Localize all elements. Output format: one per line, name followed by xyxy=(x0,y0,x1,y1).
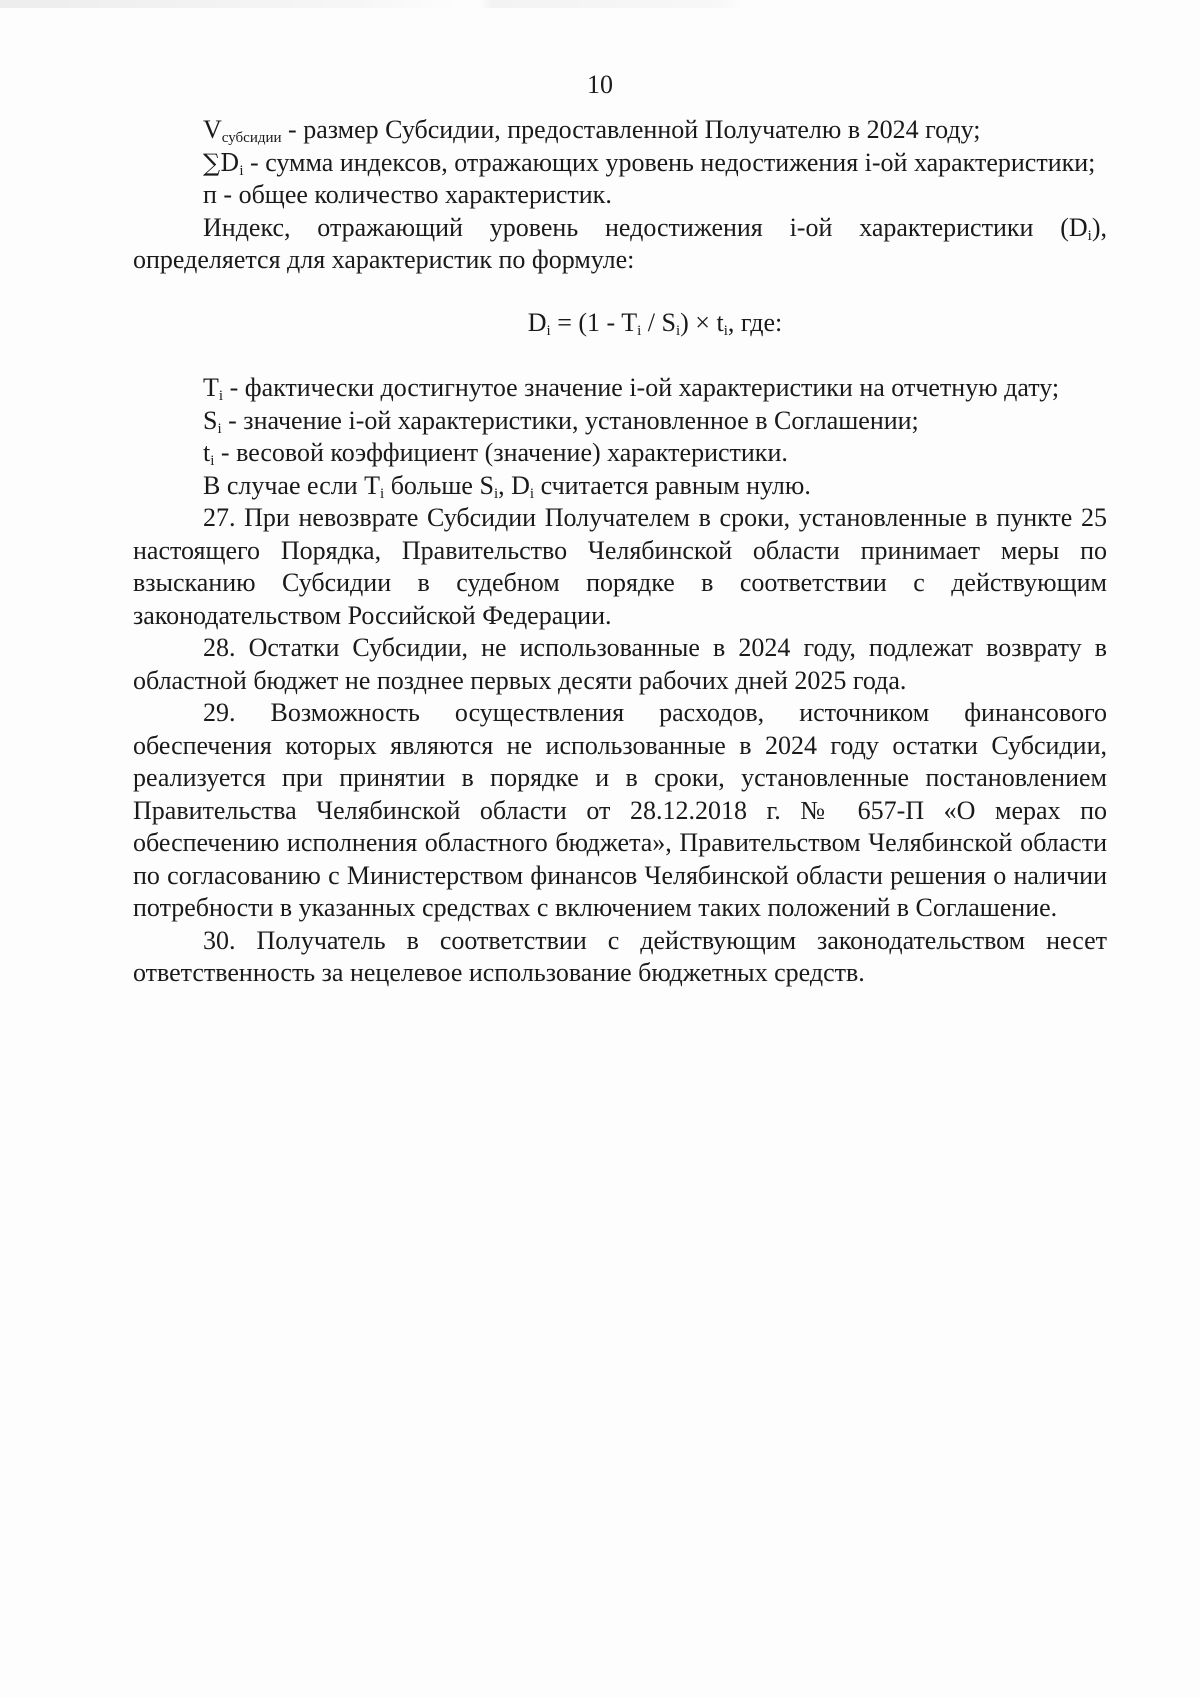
subscript: i xyxy=(675,322,681,339)
subscript: i xyxy=(239,162,244,179)
symbol: T xyxy=(203,373,219,402)
symbol: t xyxy=(203,438,211,467)
definition-ti xyxy=(133,372,1107,405)
definition-text: - весовой коэффициент (значение) характеристики. xyxy=(214,438,788,467)
subscript: i xyxy=(217,420,222,437)
clause-28: 28. Остатки Субсидии, не использованные в 2024 году, подлежат возврату в областной бюджет не позднее первых десяти рабочих дней 2025 года. xyxy=(133,633,1107,695)
page-number: 10 xyxy=(587,70,613,99)
definition-v-subsidy xyxy=(133,114,1107,147)
condition-clause xyxy=(133,470,1107,503)
subscript: i xyxy=(723,322,728,339)
symbol: ∑D xyxy=(203,148,240,177)
clause-30: 30. Получатель в соответствии с действующим законодательством несет ответственность за нецелевое использование бюджетных средств. xyxy=(133,925,1107,987)
index-intro-text: Индекс, отражающий уровень недостижения i-ой характеристики (D xyxy=(203,212,1088,242)
condition-text: , D xyxy=(498,470,530,500)
definition-text: - размер Субсидии, предоставленной Получателю в 2024 году; xyxy=(281,115,981,144)
symbol: S xyxy=(203,405,218,435)
subscript: i xyxy=(529,485,535,502)
subscript: i xyxy=(218,388,224,404)
subscript: i xyxy=(637,322,642,339)
document-body xyxy=(133,114,1107,990)
definition-si xyxy=(133,405,1107,438)
definition-text: - сумма индексов, отражающих уровень недостижения i-ой характеристики; xyxy=(243,147,1096,177)
formula xyxy=(133,307,1107,340)
condition-text: считается равным нулю. xyxy=(534,470,811,500)
formula-part: , где: xyxy=(727,307,783,337)
subscript: i xyxy=(546,322,551,339)
definition-ti-weight xyxy=(133,437,1107,470)
symbol: V xyxy=(203,115,222,144)
definition-n xyxy=(133,179,1107,212)
clause-27: 27. При невозврате Субсидии Получателем в сроки, установленные в пункте 25 настоящего Порядка, Правительство Челябинской области принимает меры по взысканию Субсидии в судебном порядке в соответствии с действующим законодательством Российской Федерации. xyxy=(133,503,1107,630)
condition-text: В случае если T xyxy=(203,470,381,500)
definition-text: п - общее количество характеристик. xyxy=(203,180,612,209)
subscript: i xyxy=(1087,227,1092,244)
index-intro xyxy=(133,212,1107,277)
formula-part: / S xyxy=(641,307,676,337)
clause-29: 29. Возможность осуществления расходов, источником финансового обеспечения которых являются не использованные в 2024 году остатки Субсидии, реализуется при принятии в порядке и в сроки, установленные постановлением Правительства Челябинской области от 28.12.2018 г. № 657-П «О мерах по обеспечению исполнения областного бюджета», Правительством Челябинской области по согласованию с Министерством финансов Челябинской области решения о наличии потребности в указанных средствах с включением таких положений в Соглашение. xyxy=(133,698,1107,922)
definition-text: - значение i-ой характеристики, установленное в Соглашении; xyxy=(221,405,919,435)
subscript: субсидии xyxy=(221,130,282,146)
formula-part: = (1 - T xyxy=(550,307,638,337)
subscript: i xyxy=(210,453,215,469)
scan-edge xyxy=(0,0,1200,8)
formula-part: ) × t xyxy=(680,307,724,337)
subscript: i xyxy=(380,485,385,502)
formula-part: D xyxy=(527,307,547,337)
condition-text: больше S xyxy=(384,470,494,500)
index-intro-tail: ), определяется для характеристик по формуле: xyxy=(133,212,1107,274)
definition-text: - фактически достигнутое значение i-ой характеристики на отчетную дату; xyxy=(223,373,1060,402)
subscript: i xyxy=(493,485,499,502)
definition-sum-di xyxy=(133,147,1107,180)
